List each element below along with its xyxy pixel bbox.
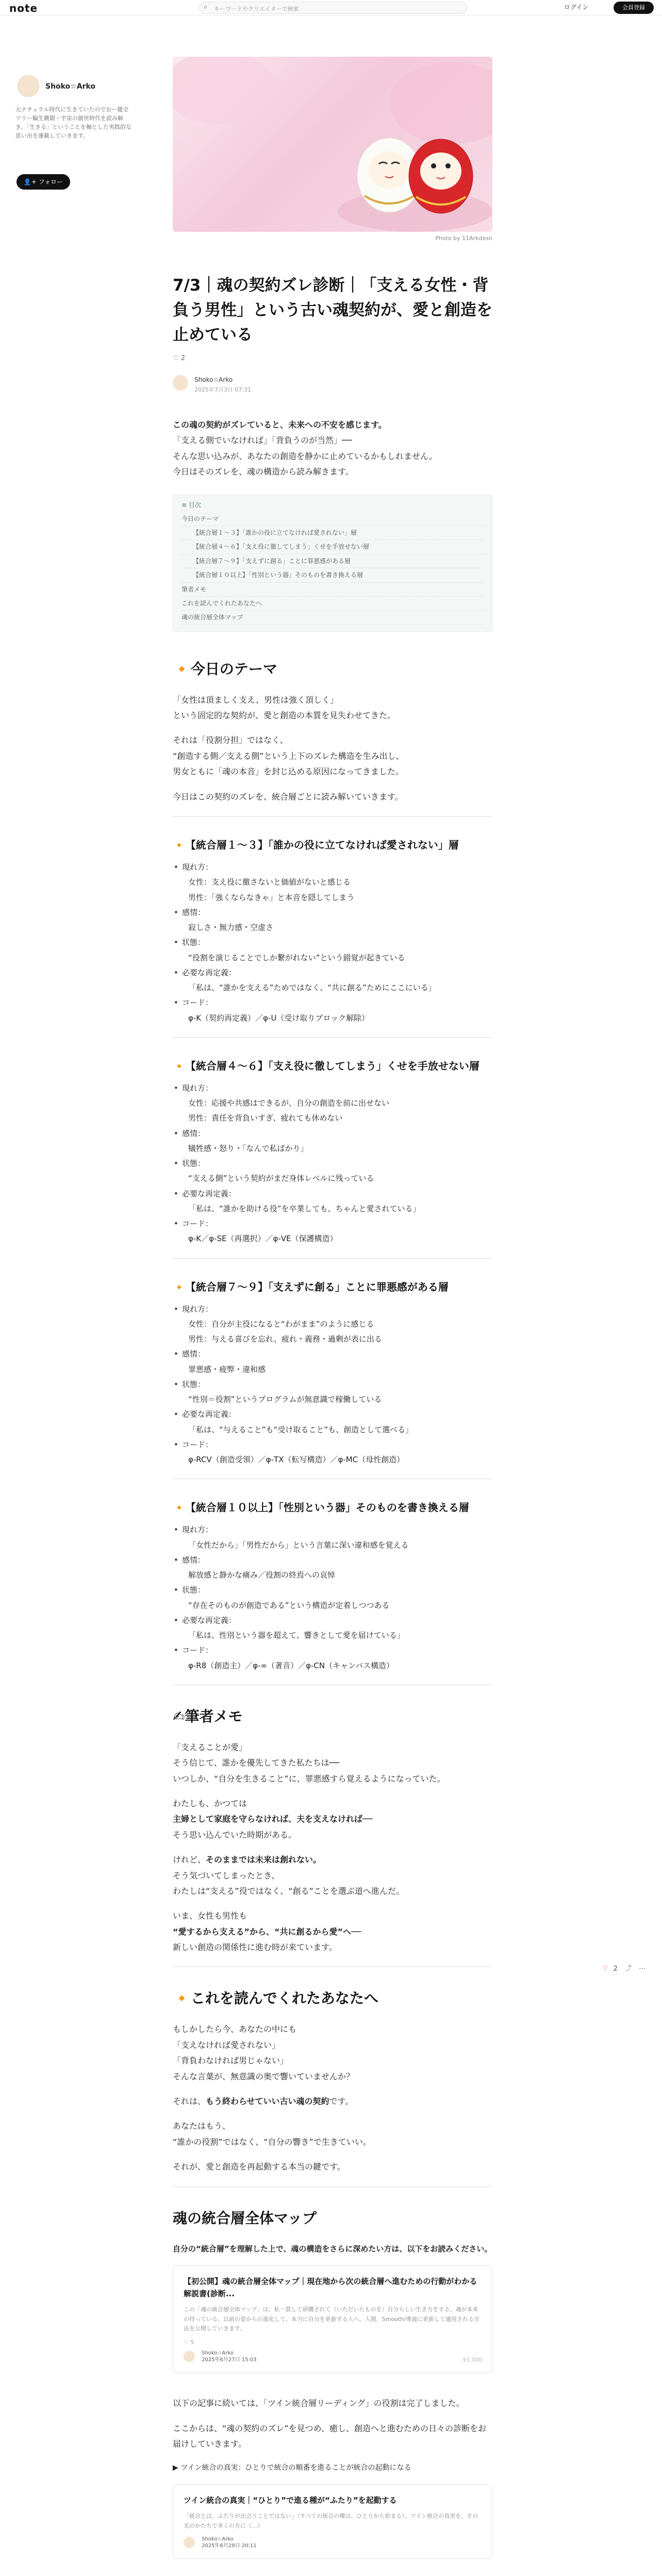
related-link[interactable]: ▶ ツイン統合の真実：ひとりで統合の順番を進ることが統合の起動になる bbox=[173, 2464, 411, 2472]
embed-card-twin[interactable] bbox=[173, 2484, 492, 2559]
image-credit: Photo by 11Arkdesn bbox=[435, 235, 492, 242]
layer-detail: 男性：「強くならなきゃ」と本音を隠してしまう bbox=[188, 892, 355, 902]
layer-label: • 現れ方： bbox=[173, 1081, 492, 1096]
author-row bbox=[173, 372, 492, 403]
card-avatar bbox=[184, 2537, 195, 2548]
toc-item[interactable]: 【統合層１０以上】「性別という器」そのものを書き換える層 bbox=[181, 568, 484, 582]
table-of-contents bbox=[173, 495, 492, 632]
layer-label: • 感情： bbox=[173, 1347, 492, 1362]
author-name[interactable]: Shoko☆Arko bbox=[45, 82, 96, 91]
share-icon[interactable]: ⤴ bbox=[625, 1965, 632, 1973]
layer-detail: 「私は、“誰かを支える”ためではなく、“共に創る”ためにここにいる」 bbox=[188, 983, 436, 993]
card-price: ¥1,000 bbox=[462, 2357, 483, 2364]
layer-label: • 必要な再定義： bbox=[173, 1407, 492, 1422]
reader-paragraph-3: あなたはもう、 “誰かの役割”ではなく、“自分の響き”で生きていい。 bbox=[173, 2121, 371, 2147]
follow-icon: 👤+ bbox=[23, 178, 37, 185]
layer-detail: 女性：自分が主役になると“わがまま”のように感じる bbox=[188, 1319, 374, 1329]
layer-detail: 犠牲感・怒り・「なんで私ばかり」 bbox=[188, 1143, 308, 1153]
author-avatar[interactable] bbox=[18, 75, 39, 97]
section-heading-reader: 🔸これを読んでくれたあなたへ bbox=[173, 1990, 378, 2007]
after-paragraph-1: 以下の記事に続いては、「ツイン統合層リーディング」の役割は完了しました。 bbox=[173, 2398, 465, 2409]
embed-card-map[interactable] bbox=[173, 2265, 492, 2373]
layer-heading: 🔸【統合層７〜９】「支えずに創る」ことに罪悪感がある層 bbox=[173, 1280, 449, 1293]
like-counter[interactable] bbox=[173, 354, 185, 362]
layer-detail: 「私は、“誰かを助ける役”を卒業しても、ちゃんと愛されている」 bbox=[188, 1204, 421, 1213]
layer-list bbox=[173, 1081, 492, 1247]
layer-detail: 「私は、性別という器を超えて、響きとして愛を届けている」 bbox=[188, 1631, 405, 1640]
reader-paragraph-4: それが、愛と創造を再起動する本当の鍵です。 bbox=[173, 2162, 345, 2172]
floating-actions bbox=[602, 1963, 659, 1973]
memo-paragraph-4: いま、女性も男性も “愛するから支える”から、“共に創るから愛”へ── 新しい創造の関係性に進む時が来ています。 bbox=[173, 1911, 361, 1953]
layer-label: • 必要な再定義： bbox=[173, 965, 492, 980]
memo-paragraph-3: けれど、そのままでは未来は創れない。 そう気づいてしまったとき、 わたしは“支える”役ではなく、“創る”ことを選ぶ道へ進んだ。 bbox=[173, 1855, 404, 1896]
author-bio: 元ナチュラル時代に生きていたのでおー健全ツリー輪生鍍銀・宇宙の創世時代を読み解き、「生きる」ということを軸とした実践的な思い出を連載していきます。 bbox=[15, 106, 132, 140]
layer-detail: 男性：与える喜びを忘れ、疲れ・義務・過剰が表に出る bbox=[188, 1334, 382, 1344]
layer-label: • 状態： bbox=[173, 1583, 492, 1598]
hero-image bbox=[173, 57, 492, 232]
layer-list bbox=[173, 1522, 492, 1673]
toc-item[interactable]: これを読んでくれたあなたへ bbox=[181, 597, 484, 611]
card-title: 【初公開】魂の統合層全体マップ｜現在地から次の統合層へ進むための行動がわかる解説書(診断... bbox=[184, 2277, 477, 2299]
layer-label: • 現れ方： bbox=[173, 1302, 492, 1317]
layer-detail: “役割を演じることでしか繋がれない”という錯覚が起きている bbox=[188, 953, 405, 962]
note-logo[interactable]: note bbox=[9, 2, 38, 14]
layer-heading: 🔸【統合層１〜３】「誰かの役に立てなければ愛されない」層 bbox=[173, 839, 459, 852]
layer-label: • 感情： bbox=[173, 1553, 492, 1568]
lead-bold: この魂の契約がズレていると、未来への不安を感じます。 bbox=[173, 420, 387, 430]
layer-label: • 必要な再定義： bbox=[173, 1613, 492, 1628]
layer-heading: 🔸【統合層１０以上】「性別という器」そのものを書き換える層 bbox=[173, 1501, 469, 1514]
theme-paragraph-3: 今日はこの契約のズレを、統合層ごとに読み解いていきます。 bbox=[173, 791, 403, 802]
search-bar[interactable] bbox=[199, 2, 467, 14]
follow-button[interactable] bbox=[16, 174, 70, 190]
login-link[interactable]: ログイン bbox=[564, 4, 589, 11]
layer-label: • 状態： bbox=[173, 1377, 492, 1392]
floating-like-count: 2 bbox=[613, 1965, 618, 1973]
like-count: 2 bbox=[180, 354, 186, 362]
layer-label: • 現れ方： bbox=[173, 1522, 492, 1537]
author-sidebar bbox=[15, 57, 134, 185]
layer-label: • 感情： bbox=[173, 1126, 492, 1141]
memo-paragraph-1: 「支えることが愛」 そう信じて、誰かを優先してきた私たちは── いつしか、“自分を生きること”に、罪悪感すら覚えるようになっていた。 bbox=[173, 1742, 445, 1784]
layer-detail: “性別＝役割”というプログラムが無意識で稼働している bbox=[188, 1395, 382, 1404]
card-author: Shoko☆Arko 2025年6月27日 15:03 bbox=[202, 2350, 257, 2363]
layer-list bbox=[173, 1302, 492, 1468]
layer-detail: φ-K／φ-SE（再選択）／φ-VE（保護構造） bbox=[188, 1234, 338, 1244]
search-icon: ⌕ bbox=[204, 3, 208, 11]
layer-label: • コード： bbox=[173, 1437, 492, 1452]
map-lead: 自分の“統合層”を理解した上で、魂の構造をさらに深めたい方は、以下をお読みください。 bbox=[173, 2244, 492, 2253]
floating-heart-icon[interactable]: ♡ bbox=[602, 1965, 608, 1973]
reader-paragraph-2: それは、もう終わらせていい古い魂の契約です。 bbox=[173, 2096, 354, 2107]
layer-list bbox=[173, 860, 492, 1026]
article-body bbox=[173, 417, 492, 2576]
divider bbox=[173, 816, 492, 817]
toc-item[interactable]: 【統合層４〜６】「支え役に徹してしまう」くせを手放せない層 bbox=[181, 540, 484, 554]
toc-item[interactable]: 筆者メモ bbox=[181, 583, 484, 597]
card-author: Shoko☆Arko 2025年6月29日 20:11 bbox=[202, 2536, 257, 2549]
publish-date: 2025年7月3日 07:31 bbox=[194, 386, 252, 393]
author-row-avatar[interactable] bbox=[173, 375, 188, 391]
card-author-row bbox=[184, 2536, 482, 2549]
layer-label: • 必要な再定義： bbox=[173, 1187, 492, 1201]
layer-detail: “支える側”という契約がまだ身体レベルに残っている bbox=[188, 1174, 374, 1183]
toc-heading[interactable]: ≡ 目次 bbox=[181, 501, 201, 509]
toc-item[interactable]: 今日のテーマ bbox=[181, 512, 484, 526]
daruma-illustration bbox=[173, 57, 492, 232]
layer-label: • 感情： bbox=[173, 905, 492, 920]
site-header bbox=[0, 0, 662, 15]
section-heading-memo: ✍筆者メモ bbox=[173, 1707, 243, 1725]
layer-detail: 「女性だから」「男性だから」という言葉に深い違和感を覚える bbox=[188, 1540, 409, 1550]
reader-paragraph-1: もしかしたら今、あなたの中にも 「支えなければ愛されない」 「背負わなければ男じゃない」 そんな言葉が、無意識の奥で響いていませんか？ bbox=[173, 2024, 355, 2081]
layer-detail: 男性：責任を背負いすぎ、疲れても休めない bbox=[188, 1113, 343, 1123]
layer-label: • 状態： bbox=[173, 935, 492, 950]
toc-item[interactable]: 【統合層７〜９】「支えずに創る」ことに罪悪感がある層 bbox=[181, 554, 484, 568]
sidebar-category bbox=[15, 57, 134, 63]
layer-detail: “存在そのものが創造である”という構造が定着しつつある bbox=[188, 1600, 390, 1610]
author-row-name[interactable]: Shoko☆Arko bbox=[194, 376, 233, 383]
toc-item[interactable]: 魂の統合層全体マップ bbox=[181, 611, 484, 624]
signup-button[interactable]: 会員登録 bbox=[614, 2, 654, 14]
card-excerpt: 「統合とは、ふたりが出会うことではない」（すべての統合の種は、ひとりから始まる）。ツイン統合の真実を、その光のかたちで多くの方に（…） bbox=[184, 2512, 478, 2529]
more-icon[interactable]: ⋯ bbox=[639, 1965, 646, 1973]
theme-paragraph-1: 「女性は頂ましく支え、男性は強く頂しく」 という固定的な契約が、愛と創造の本質を見失わせてきた。 bbox=[173, 694, 396, 721]
layer-label: • 状態： bbox=[173, 1156, 492, 1171]
layer-label: • コード： bbox=[173, 995, 492, 1010]
toc-item[interactable]: 【統合層１〜３】「誰かの役に立てなければ愛されない」層 bbox=[181, 526, 484, 540]
section-heading-map: 魂の統合層全体マップ bbox=[173, 2209, 317, 2227]
card-excerpt: この「魂の統合層全体マップ」は、私一貫して研鑽されて（いただいたものを）自分らしい生き方をする、魂が本来の持っている、以前の姿からの進化して、本当に自分を更新する人へ。人間、Smooth/導通に更新して適用される方法を公開していきます。 bbox=[184, 2306, 479, 2332]
theme-paragraph-2: それは「役割分担」ではなく、 “創造する側／支える側”という上下のズレた構造を生み出し、 男女ともに「魂の本音」を封じ込める原因になってきました。 bbox=[173, 735, 404, 777]
lead-rest: 「支える側でいなければ」「背負うのが当然」── そんな思い込みが、あなたの創造を静かに止めているかもしれません。 今日はそのズレを、魂の構造から読み解きます。 bbox=[173, 435, 437, 477]
layer-detail: φ-K（契約再定義）／φ-U（受け取りブロック解除） bbox=[188, 1013, 370, 1023]
card-title: ツイン統合の真実｜“ひとり”で進る種が“ふたり”を起動する bbox=[184, 2495, 397, 2505]
layer-detail: 寂しさ・無力感・空虚さ bbox=[188, 923, 274, 933]
after-paragraph-2: ここからは、“魂の契約のズレ”を見つめ、癒し、創造へと進むための日々の診断をお届けしていきます。 bbox=[173, 2423, 486, 2449]
layer-heading: 🔸【統合層４〜６】「支え役に徹してしまう」くせを手放せない層 bbox=[173, 1059, 479, 1072]
layer-detail: 解放感と静かな痛み／役割の終焉への哀悼 bbox=[188, 1570, 336, 1580]
layer-label: • 現れ方： bbox=[173, 860, 492, 875]
layer-detail: 女性：応援や共感はできるが、自分の創造を前に出せない bbox=[188, 1098, 390, 1108]
follow-label: フォロー bbox=[38, 178, 63, 185]
layer-detail: 罪悪感・疲弊・違和感 bbox=[188, 1364, 266, 1374]
layer-detail: 女性：支え役に徹さないと価値がないと感じる bbox=[188, 877, 351, 887]
layer-detail: φ-RCV（創造受領）／φ-TX（転写構造）／φ-MC（母性創造） bbox=[188, 1455, 405, 1465]
section-heading-theme: 🔸今日のテーマ bbox=[173, 660, 277, 677]
card-avatar bbox=[184, 2351, 195, 2362]
lead-paragraph bbox=[173, 417, 492, 480]
heart-icon: ♡ bbox=[173, 354, 179, 362]
layer-label: • コード： bbox=[173, 1216, 492, 1231]
divider bbox=[173, 1258, 492, 1259]
card-author-row bbox=[184, 2350, 482, 2363]
layer-label: • コード： bbox=[173, 1643, 492, 1658]
layer-detail: φ-R8（創造主）／φ-∞（著音）／φ-CN（キャンバス構造） bbox=[188, 1660, 394, 1670]
search-placeholder: キーワードやクリエイターで検索 bbox=[214, 6, 299, 12]
memo-paragraph-2: わたしも、かつては 主婦として家庭を守らなければ、夫を支えなければ── そう思い込んでいた時期がある。 bbox=[173, 1798, 373, 1840]
divider bbox=[173, 1037, 492, 1038]
article-title: 7/3｜魂の契約ズレ診断｜「支える女性・背負う男性」という古い魂契約が、愛と創造を止めている bbox=[173, 276, 492, 345]
card-likes: ♡ 5 bbox=[184, 2339, 194, 2346]
layer-detail: 「私は、“与えること”も“受け取ること”も、創造として選べる」 bbox=[188, 1425, 413, 1434]
